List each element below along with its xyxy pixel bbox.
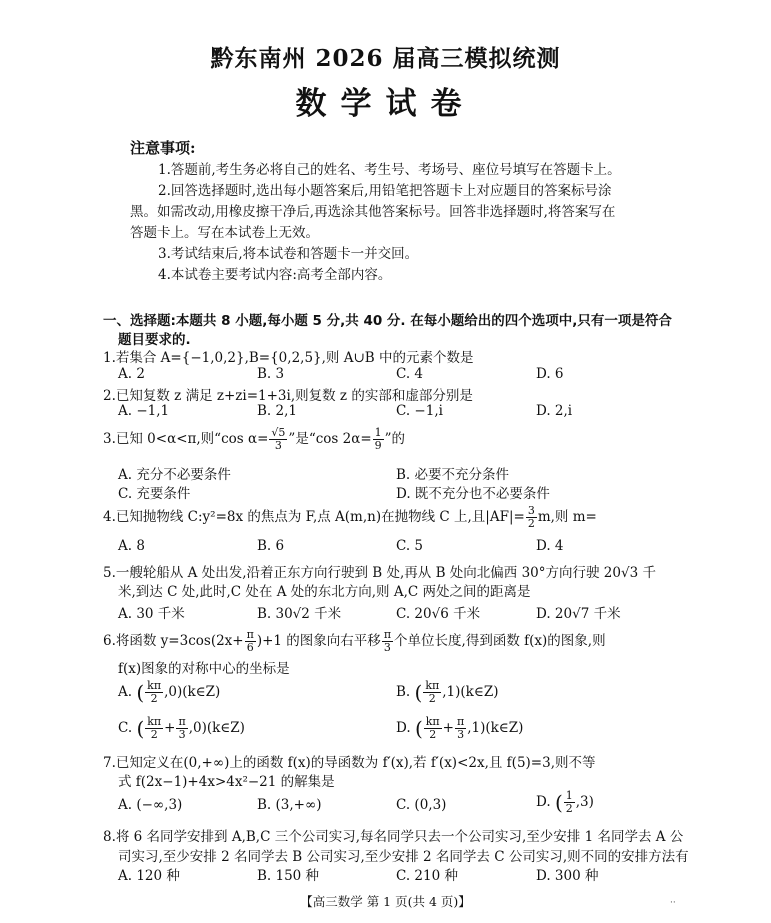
q5-option-c: C. 20√6 千米 <box>396 606 481 622</box>
q3-option-c: C. 充要条件 <box>118 486 191 502</box>
exam-subject-title: 数学试卷 <box>295 86 476 122</box>
question-7-stem: 7.已知定义在(0,+∞)上的函数 f(x)的导函数为 f′(x),若 f′(x)<2x,且 f(5)=3,则不等 <box>103 755 596 771</box>
q2-option-c: C. −1,i <box>396 403 443 419</box>
q3-frac1-numerator: √5 <box>271 426 286 439</box>
question-5-stem: 5.一艘轮船从 A 处出发,沿着正东方向行驶到 B 处,再从 B 处向北偏西 30°方向行驶 20√3 千 <box>103 565 656 581</box>
notice-line: 1.答题前,考生务必将自己的姓名、考生号、考场号、座位号填写在答题卡上。 <box>158 162 621 178</box>
q6-d-denominator-1: 2 <box>429 728 437 741</box>
question-8-stem-cont: 司实习,至少安排 2 名同学去 B 公司实习,至少安排 2 名同学去 C 公司实习,则不同的安排方法有 <box>118 849 689 865</box>
q3-frac2-denominator: 9 <box>374 439 382 452</box>
q4-frac-numerator: 3 <box>527 504 535 517</box>
notice-line: 3.考试结束后,将本试卷和答题卡一并交回。 <box>158 246 419 262</box>
q4-frac-denominator: 2 <box>527 517 535 530</box>
q3-stem-text: ”的 <box>384 431 406 447</box>
question-7-stem-cont: 式 f(2x−1)+4x>4x²−21 的解集是 <box>118 774 335 790</box>
q6-d-plus: + <box>442 720 454 736</box>
q6-a-denominator: 2 <box>150 692 158 705</box>
q6-d-label: D. <box>396 720 411 736</box>
q7-option-a: A. (−∞,3) <box>118 797 183 813</box>
question-2-stem: 2.已知复数 z 满足 z+zi=1+3i,则复数 z 的实部和虚部分别是 <box>103 388 473 404</box>
q3-frac2-numerator: 1 <box>374 426 382 439</box>
q6-c-fraction-1 <box>145 716 163 741</box>
q4-option-c: C. 5 <box>396 538 424 554</box>
q6-c-denominator-2: 3 <box>178 728 186 741</box>
notice-heading: 注意事项: <box>130 139 196 157</box>
q6-stem-text: )+1 的图象向右平移 <box>256 633 381 649</box>
q3-option-b: B. 必要不充分条件 <box>396 467 510 483</box>
q6-a-label: A. <box>118 684 133 700</box>
q6-b-label: B. <box>396 684 411 700</box>
q7-d-label: D. <box>536 794 551 810</box>
q6-c-numerator-2: π <box>178 715 186 728</box>
q7-d-tail: ,3) <box>575 794 594 810</box>
q4-stem-text: m,则 m= <box>537 509 597 525</box>
q7-d-fraction <box>564 790 575 815</box>
q6-d-fraction-2 <box>455 716 466 741</box>
q6-fraction-1 <box>245 629 256 654</box>
q4-option-a: A. 8 <box>118 538 145 554</box>
q6-b-paren: ( <box>414 680 423 705</box>
q7-d-numerator: 1 <box>565 789 573 802</box>
q6-d-tail: ,1)(k∈Z) <box>467 720 524 736</box>
q3-fraction-2 <box>373 427 384 452</box>
question-6-stem <box>103 629 606 654</box>
q6-b-denominator: 2 <box>428 692 436 705</box>
q6-d-numerator-2: π <box>456 715 465 728</box>
question-4-stem <box>103 505 597 530</box>
q7-d-denominator: 2 <box>565 802 573 815</box>
q3-option-a: A. 充分不必要条件 <box>118 467 231 483</box>
q6-c-fraction-2 <box>176 716 187 741</box>
q6-d-paren: ( <box>414 716 423 741</box>
q7-option-b: B. (3,+∞) <box>257 797 322 813</box>
q6-d-denominator-2: 3 <box>457 728 465 741</box>
q2-option-a: A. −1,1 <box>118 403 170 419</box>
q8-option-d: D. 300 种 <box>536 868 599 884</box>
q6-b-numerator: kπ <box>425 679 440 692</box>
q1-option-a: A. 2 <box>118 366 145 382</box>
q4-option-d: D. 4 <box>536 538 564 554</box>
page-footer: 【高三数学 第 1 页(共 4 页)】 <box>300 894 471 909</box>
q2-option-d: D. 2,i <box>536 403 573 419</box>
notice-line: 2.回答选择题时,选出每小题答案后,用铅笔把答题卡上对应题目的答案标号涂 <box>158 183 612 199</box>
q8-option-c: C. 210 种 <box>396 868 458 884</box>
q3-fraction-1 <box>269 427 287 452</box>
question-5-stem-cont: 米,到达 C 处,此时,C 处在 A 处的东北方向,则 A,C 两处之间的距离是 <box>118 584 531 600</box>
q6-b-tail: ,1)(k∈Z) <box>442 684 499 700</box>
q6-c-plus: + <box>164 720 176 736</box>
question-6-stem-cont: f(x)图象的对称中心的坐标是 <box>118 661 290 677</box>
q8-option-b: B. 150 种 <box>257 868 320 884</box>
question-8-stem: 8.将 6 名同学安排到 A,B,C 三个公司实习,每名同学只去一个公司实习,至少安排 1 名同学去 A 公 <box>103 829 684 845</box>
notice-line: 黑。如需改动,用橡皮擦干净后,再选涂其他答案标号。回答非选择题时,将答案写在 <box>130 204 616 220</box>
q6-option-b <box>396 680 498 705</box>
q6-c-paren: ( <box>136 716 145 741</box>
footer-marks: ·· <box>670 898 676 908</box>
q3-stem-text: ”是“cos 2α= <box>288 431 372 447</box>
q6-option-a <box>118 680 220 705</box>
q6-d-numerator-1: kπ <box>425 715 440 728</box>
q5-option-a: A. 30 千米 <box>118 606 185 622</box>
notice-line: 4.本试卷主要考试内容:高考全部内容。 <box>158 267 392 283</box>
q5-option-d: D. 20√7 千米 <box>536 606 621 622</box>
q7-option-c: C. (0,3) <box>396 797 447 813</box>
q1-option-c: C. 4 <box>396 366 424 382</box>
section-heading-cont: 题目要求的. <box>118 332 191 348</box>
q6-frac2-denominator: 3 <box>383 641 391 654</box>
q6-frac1-denominator: 6 <box>246 641 254 654</box>
q3-option-d: D. 既不充分也不必要条件 <box>396 486 550 502</box>
q6-frac2-numerator: π <box>383 628 392 641</box>
q4-fraction <box>526 505 537 530</box>
q6-a-tail: ,0)(k∈Z) <box>164 684 221 700</box>
q6-option-d <box>396 716 523 741</box>
question-1-stem: 1.若集合 A={−1,0,2},B={0,2,5},则 A∪B 中的元素个数是 <box>103 350 474 366</box>
q1-option-b: B. 3 <box>257 366 285 382</box>
q6-c-label: C. <box>118 720 133 736</box>
q3-stem-text: 3.已知 0<α<π,则“cos α= <box>103 431 269 447</box>
notice-line: 答题卡上。写在本试卷上无效。 <box>130 225 319 241</box>
q6-b-fraction <box>423 680 441 705</box>
q6-c-tail: ,0)(k∈Z) <box>188 720 245 736</box>
q6-a-numerator: kπ <box>147 679 162 692</box>
q5-option-b: B. 30√2 千米 <box>257 606 342 622</box>
q1-option-d: D. 6 <box>536 366 564 382</box>
q6-stem-text: 6.将函数 y=3cos(2x+ <box>103 633 244 649</box>
q4-option-b: B. 6 <box>257 538 285 554</box>
q3-frac1-denominator: 3 <box>274 439 282 452</box>
question-3-stem <box>103 427 405 452</box>
q7-d-paren: ( <box>554 790 563 815</box>
q6-option-c <box>118 716 245 741</box>
q2-option-b: B. 2,1 <box>257 403 297 419</box>
q6-fraction-2 <box>382 629 393 654</box>
q4-stem-text: 4.已知抛物线 C:y²=8x 的焦点为 F,点 A(m,n)在抛物线 C 上,且|AF|= <box>103 509 525 525</box>
q6-a-paren: ( <box>136 680 145 705</box>
q8-option-a: A. 120 种 <box>118 868 180 884</box>
exam-title: 黔东南州 2026 届高三模拟统测 <box>210 45 561 72</box>
q7-option-d <box>536 790 594 815</box>
q6-stem-text: 个单位长度,得到函数 f(x)的图象,则 <box>394 633 606 649</box>
q6-frac1-numerator: π <box>246 628 254 641</box>
q6-d-fraction-1 <box>424 716 442 741</box>
q6-a-fraction <box>145 680 163 705</box>
section-heading: 一、选择题:本题共 8 小题,每小题 5 分,共 40 分. 在每小题给出的四个选项中,只有一项是符合 <box>103 313 672 329</box>
q6-c-numerator-1: kπ <box>147 715 162 728</box>
q6-c-denominator-1: 2 <box>150 728 158 741</box>
